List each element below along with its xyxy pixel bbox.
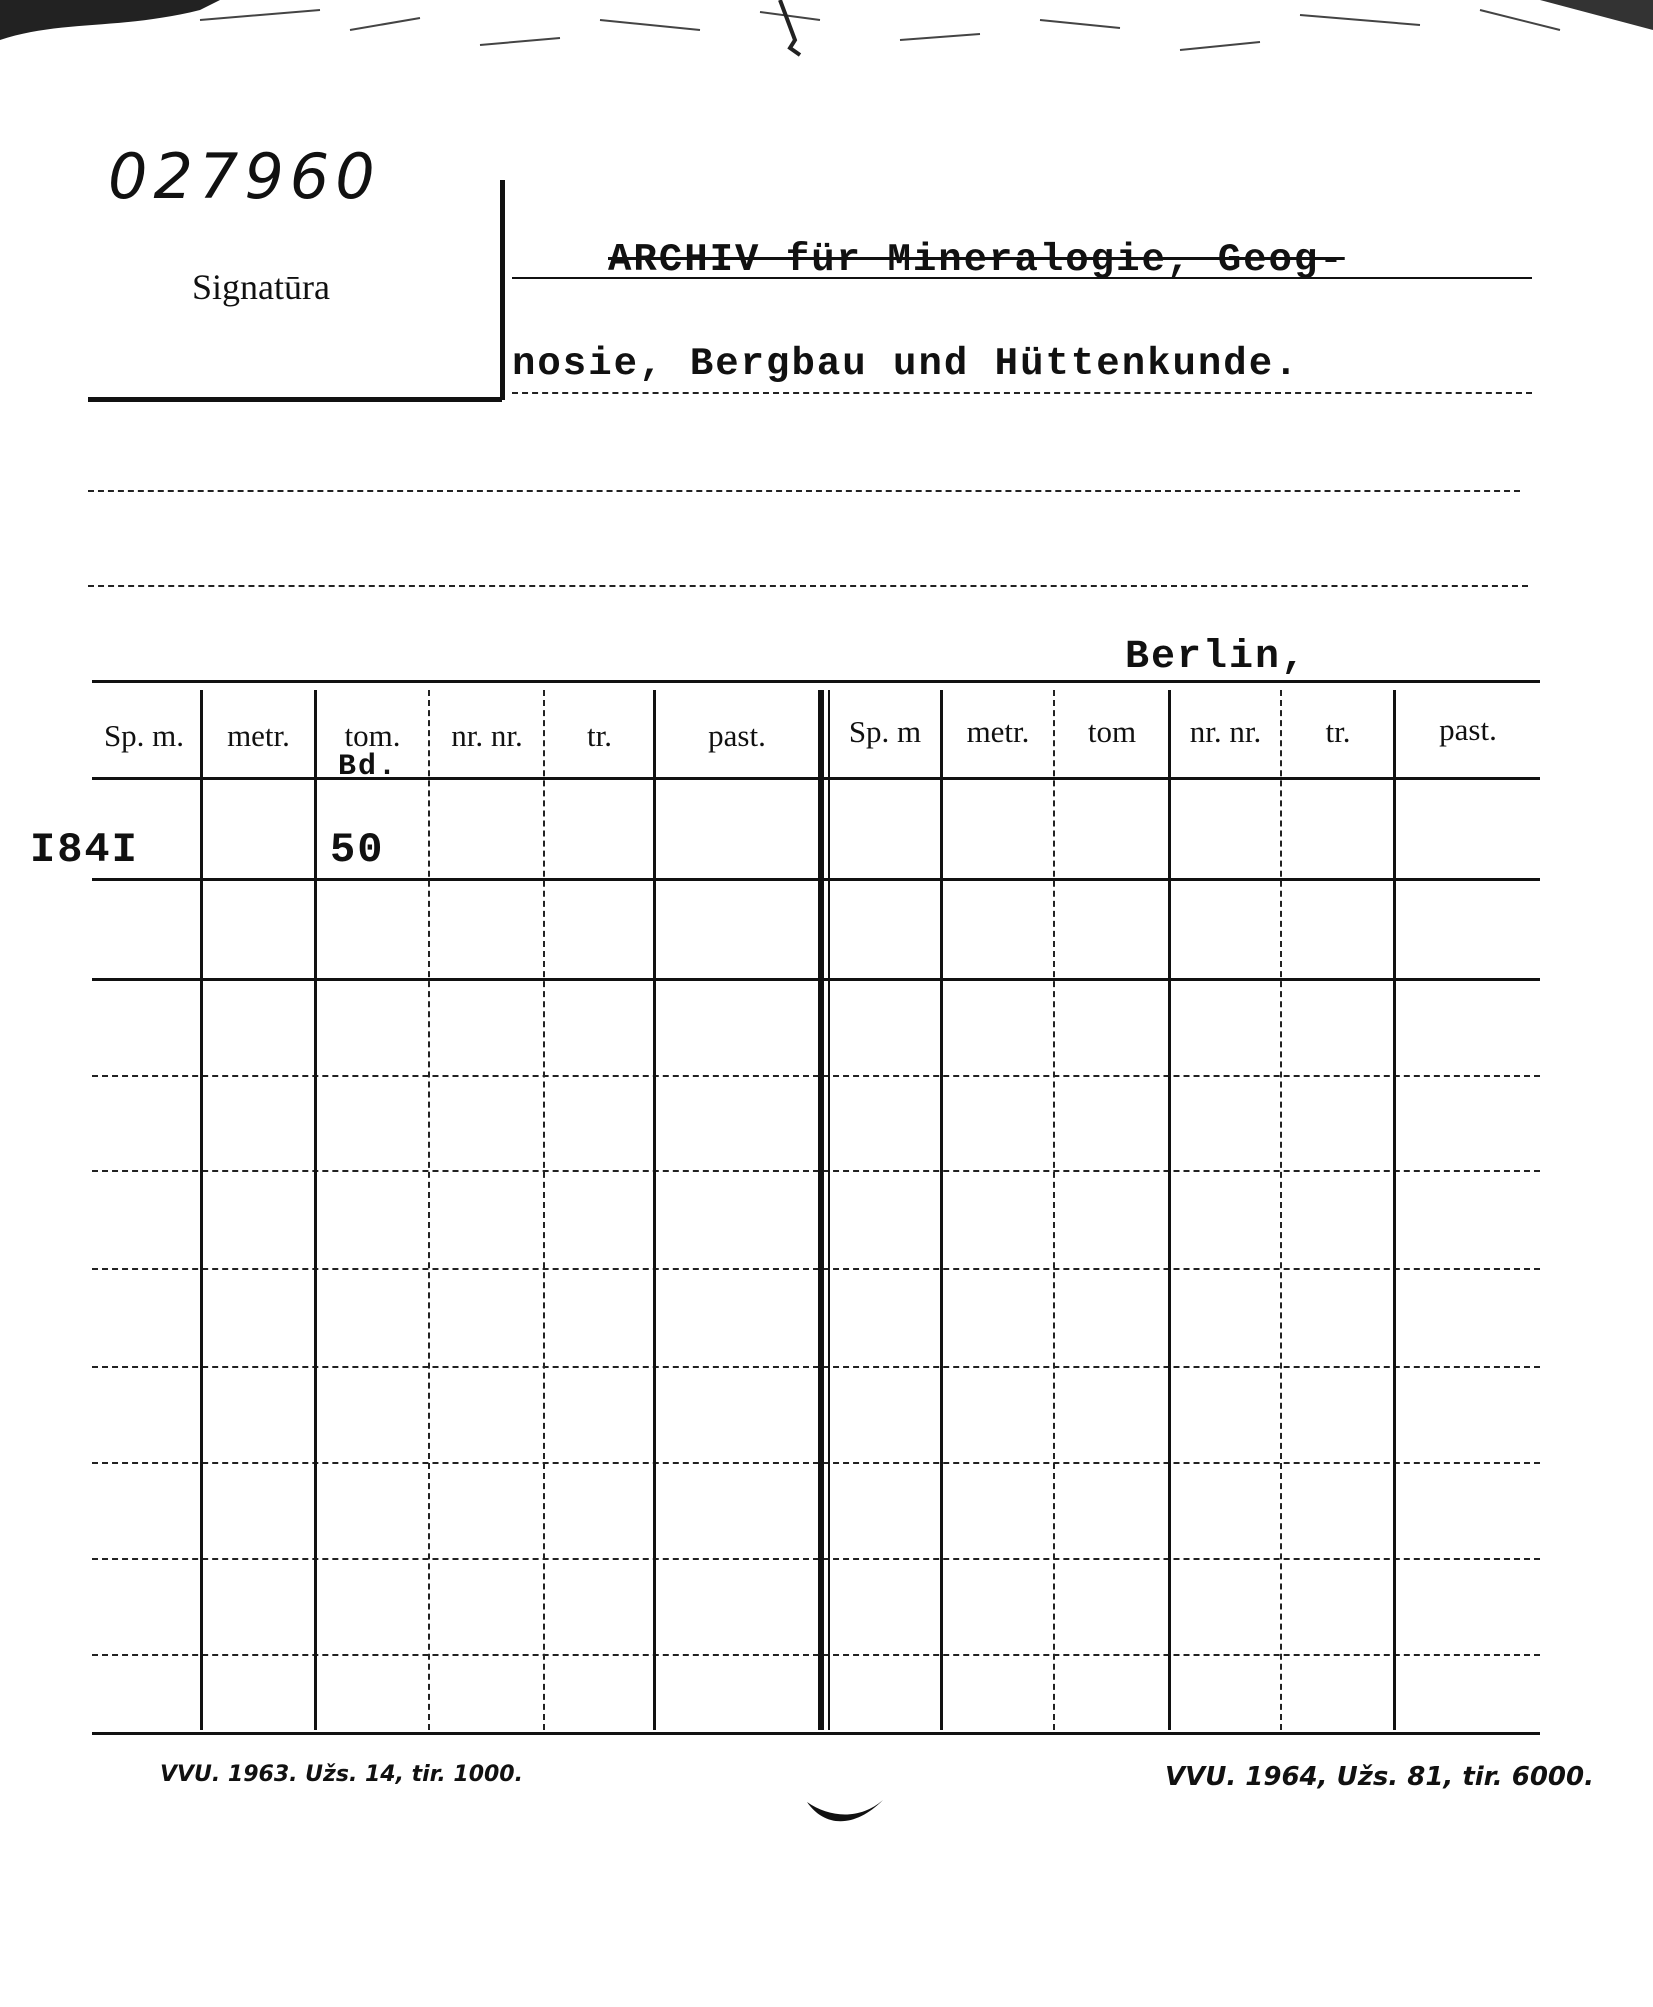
header-metr: metr.	[227, 718, 290, 753]
table-column-rule	[1280, 690, 1282, 1730]
title-rule-2	[512, 392, 1532, 394]
scan-edge-noise	[0, 0, 1653, 90]
table-column-rule	[543, 690, 545, 1730]
signature-number: 027960	[108, 140, 381, 213]
table-column-rule	[828, 690, 830, 1730]
header-tom: tom.	[344, 718, 401, 753]
header-metr-right: metr.	[966, 714, 1030, 749]
table-row-rule	[92, 1268, 1540, 1270]
table-column-rule	[314, 690, 317, 1730]
table-column-rule	[653, 690, 656, 1730]
table-row-rule	[92, 1654, 1540, 1656]
table-column-rule	[1393, 690, 1396, 1730]
header-tr: tr.	[587, 718, 612, 753]
table-row-rule	[92, 1462, 1540, 1464]
title-line-2: nosie, Bergbau und Hüttenkunde.	[512, 342, 1300, 386]
row-year: I84I	[30, 826, 139, 874]
title-line-1: ARCHIV für Mineralogie, Geog-	[608, 238, 1345, 282]
bottom-mark	[805, 1798, 885, 1838]
table-column-rule	[1168, 690, 1171, 1730]
header-past-right: past.	[1439, 712, 1497, 747]
table-row-rule	[92, 1366, 1540, 1368]
footer-note-right: VVU. 1964, Užs. 81, tir. 6000.	[1165, 1762, 1594, 1792]
signature-underline	[88, 397, 502, 402]
signature-divider	[500, 180, 505, 400]
header-tr-right: tr.	[1325, 714, 1351, 749]
table-bottom-rule	[92, 1732, 1540, 1735]
place-label: Berlin,	[1125, 635, 1308, 680]
blank-line-2	[88, 585, 1528, 587]
table-center-divider	[818, 690, 824, 1730]
table-column-rule	[1053, 690, 1055, 1730]
title-rule-1	[512, 277, 1532, 279]
table-row-rule	[92, 878, 1540, 881]
header-nr-nr-right: nr. nr.	[1189, 714, 1262, 749]
table-row-rule	[92, 1170, 1540, 1172]
signature-label: Signatūra	[192, 267, 330, 307]
tom-annotation: Bd.	[338, 750, 399, 784]
header-sp-m-right: Sp. m	[848, 714, 922, 749]
header-sp-m: Sp. m.	[103, 718, 185, 753]
row-volume: 50	[330, 826, 385, 874]
footer-note-left: VVU. 1963. Užs. 14, tir. 1000.	[160, 1762, 523, 1787]
table-top-rule	[92, 680, 1540, 683]
table-column-rule	[200, 690, 203, 1730]
blank-line-1	[88, 490, 1520, 492]
table-row-rule	[92, 978, 1540, 981]
table-column-rule	[428, 690, 430, 1730]
table-row-rule	[92, 1558, 1540, 1560]
header-past: past.	[708, 718, 766, 753]
table-row-rule	[92, 1075, 1540, 1077]
table-header-rule	[92, 777, 1540, 780]
header-nr-nr: nr. nr.	[451, 718, 523, 753]
header-tom-right: tom	[1087, 714, 1137, 749]
table-column-rule	[940, 690, 943, 1730]
